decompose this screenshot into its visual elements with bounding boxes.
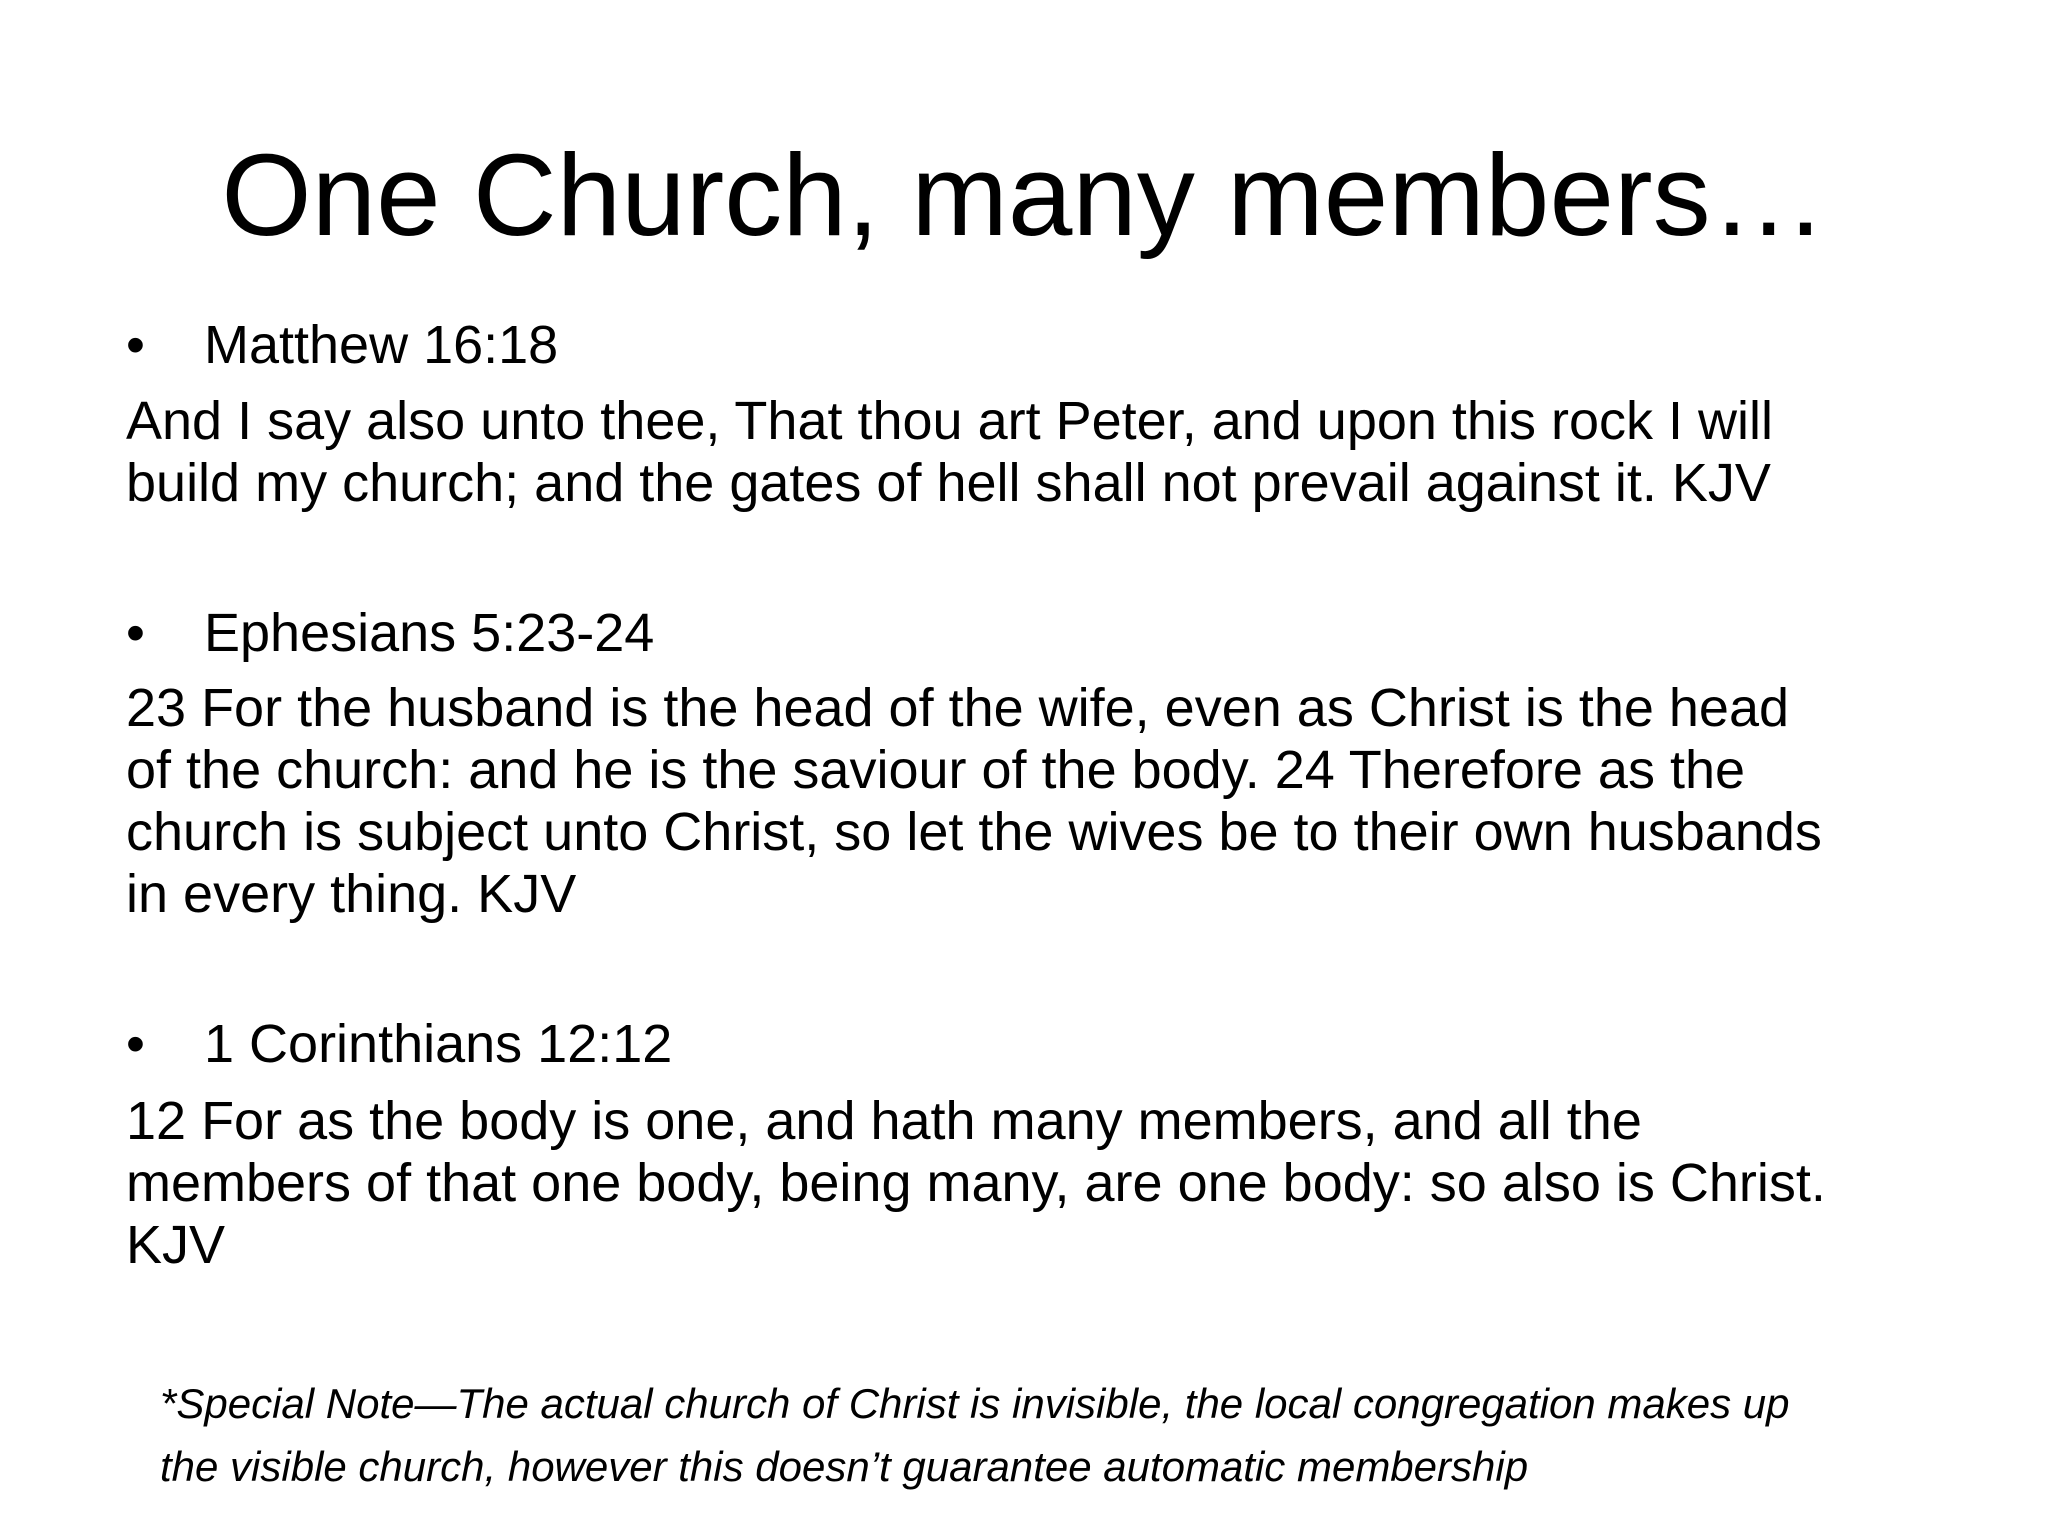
verse-text	[126, 390, 1986, 514]
verse-line: 23 For the husband is the head of the wife, even as Christ is the head	[126, 678, 1790, 738]
verse-line: build my church; and the gates of hell shall not prevail against it. KJV	[126, 453, 1771, 513]
verse-line: And I say also unto thee, That thou art Peter, and upon this rock I will	[126, 391, 1773, 451]
bullet-icon: •	[126, 603, 145, 663]
passage-reference	[126, 314, 558, 376]
note-line: the visible church, however this doesn’t guarantee automatic membership	[160, 1443, 1529, 1490]
special-note	[160, 1372, 2000, 1498]
passage-reference	[126, 1013, 672, 1075]
verse-line: members of that one body, being many, are one body: so also is Christ.	[126, 1153, 1826, 1213]
reference-label: Ephesians 5:23-24	[204, 603, 655, 663]
verse-text	[126, 1090, 1986, 1276]
reference-label: Matthew 16:18	[204, 315, 559, 375]
bullet-icon: •	[126, 315, 145, 375]
slide-title: One Church, many members…	[221, 130, 1827, 260]
verse-line: church is subject unto Christ, so let the wives be to their own husbands	[126, 802, 1822, 862]
bullet-icon: •	[126, 1014, 145, 1074]
passage-reference	[126, 602, 654, 664]
verse-line: of the church: and he is the saviour of the body. 24 Therefore as the	[126, 740, 1746, 800]
verse-line: in every thing. KJV	[126, 864, 577, 924]
note-line: *Special Note—The actual church of Christ is invisible, the local congregation makes up	[160, 1380, 1790, 1427]
reference-label: 1 Corinthians 12:12	[204, 1014, 673, 1074]
verse-line: 12 For as the body is one, and hath many members, and all the	[126, 1091, 1642, 1151]
verse-line: KJV	[126, 1215, 226, 1275]
verse-text	[126, 677, 1986, 925]
